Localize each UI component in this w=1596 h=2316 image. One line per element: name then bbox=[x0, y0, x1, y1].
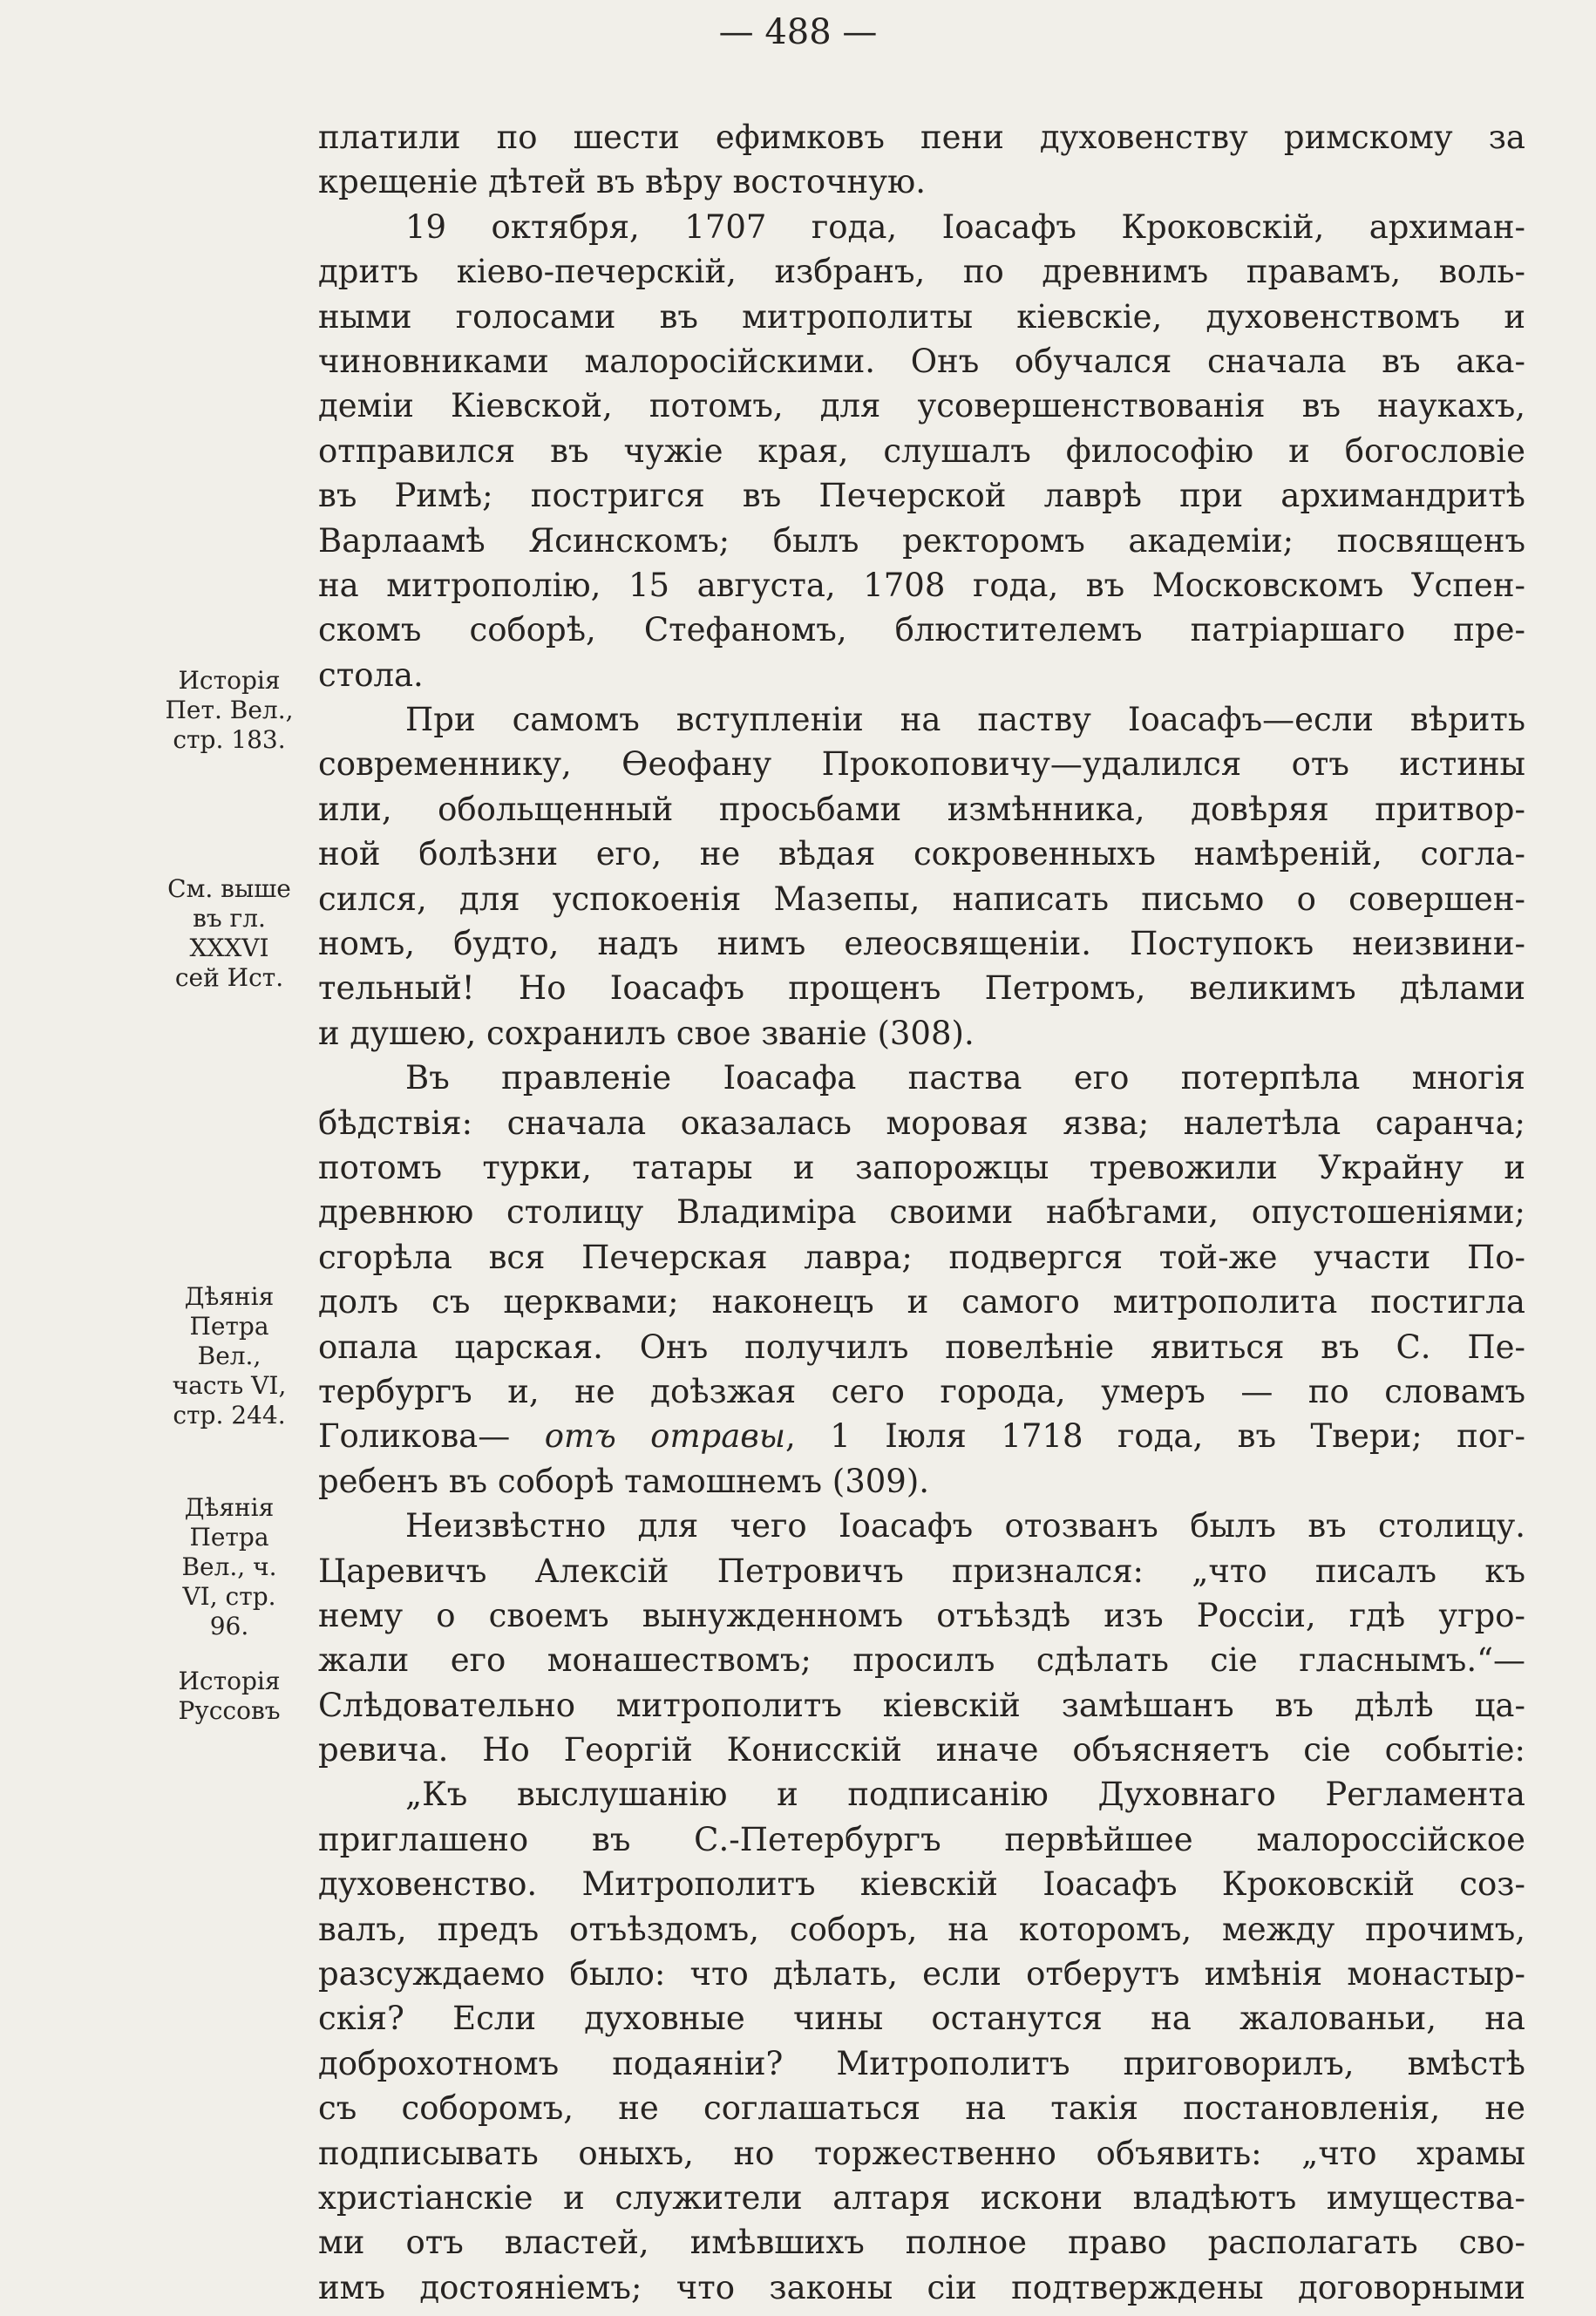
text-line: Голикова— отъ отравы, 1 Іюля 1718 года, въ Твери; пог- bbox=[318, 1417, 1525, 1456]
text-line: современнику, Ѳеофану Прокоповичу—удалился отъ истины bbox=[318, 745, 1525, 784]
text-line: При самомъ вступленіи на паству Іоасафъ—если вѣрить bbox=[405, 701, 1525, 739]
text-line: стола. bbox=[318, 655, 424, 694]
text-line: чиновниками малоросійскими. Онъ обучался сначала въ ака- bbox=[318, 342, 1525, 380]
text-line: долъ съ церквами; наконецъ и самого митрополита постигла bbox=[318, 1283, 1525, 1321]
text-line: ными голосами въ митрополиты кіевскіе, духовенствомъ и bbox=[318, 297, 1525, 336]
text-line: „Къ выслушанію и подписанію Духовнаго Регламента bbox=[405, 1776, 1525, 1814]
margin-note-line: стр. 244. bbox=[173, 1401, 286, 1430]
text-line: нему о своемъ вынужденномъ отъѣздѣ изъ Россіи, гдѣ угро- bbox=[318, 1596, 1525, 1634]
text-line: дритъ кіево-печерскій, избранъ, по древнимъ правамъ, воль- bbox=[318, 253, 1525, 291]
margin-note-line: Дѣянія bbox=[184, 1493, 275, 1522]
margin-note-line: 96. bbox=[209, 1612, 249, 1640]
text-line: разсуждаемо было: что дѣлать, если отберутъ имѣнія монастыр- bbox=[318, 1955, 1525, 1993]
text-line: Варлаамѣ Ясинскомъ; былъ ректоромъ академіи; посвященъ bbox=[318, 521, 1525, 560]
margin-note-line: Петра bbox=[189, 1523, 269, 1552]
text-line: ной болѣзни его, не вѣдая сокровенныхъ намѣреній, согла- bbox=[318, 835, 1525, 873]
text-line: приглашено въ С.-Петербургъ первѣйшее малороссійское bbox=[318, 1820, 1525, 1858]
margin-note-line: стр. 183. bbox=[173, 725, 286, 754]
margin-note-line: Петра bbox=[189, 1312, 269, 1341]
margin-note-line: XXXVI bbox=[189, 934, 269, 962]
text-line: Неизвѣстно для чего Іоасафъ отозванъ былъ въ столицу. bbox=[405, 1507, 1525, 1545]
text-line: опала царская. Онъ получилъ повелѣніе явиться въ С. Пе- bbox=[318, 1328, 1525, 1366]
margin-note-line: Исторія bbox=[178, 1667, 281, 1695]
text-line: 19 октября, 1707 года, Іоасафъ Кроковскій, архиман- bbox=[405, 207, 1525, 246]
text-line: крещеніе дѣтей въ вѣру восточную. bbox=[318, 163, 926, 201]
margin-note bbox=[146, 874, 312, 993]
text-line: Царевичъ Алексій Петровичъ признался: „что писалъ къ bbox=[318, 1552, 1525, 1590]
text-line: въ Римѣ; постригся въ Печерской лаврѣ при архимандритѣ bbox=[318, 477, 1525, 515]
text-line: Слѣдовательно митрополитъ кіевскій замѣшанъ въ дѣлѣ ца- bbox=[318, 1686, 1525, 1724]
margin-note-line: VI, стр. bbox=[182, 1582, 276, 1611]
margin-note-line: въ гл. bbox=[193, 904, 266, 933]
text-line: ребенъ въ соборѣ тамошнемъ (309). bbox=[318, 1462, 930, 1500]
page-number: — 488 — bbox=[718, 12, 878, 52]
text-line: доброхотномъ подаяніи? Митрополитъ приговорилъ, вмѣстѣ bbox=[318, 2044, 1525, 2082]
text-line: имъ достояніемъ; что законы сіи подтверждены договорными bbox=[318, 2268, 1525, 2306]
margin-note-line: часть VI, bbox=[172, 1371, 287, 1400]
text-line: или, обольщенный просьбами измѣнника, довѣряя притвор- bbox=[318, 790, 1525, 828]
text-line: скомъ соборѣ, Стефаномъ, блюстителемъ патріаршаго пре- bbox=[318, 611, 1525, 649]
text-line: сгорѣла вся Печерская лавра; подвергся той-же участи По- bbox=[318, 1238, 1525, 1276]
text-line: на митрополію, 15 августа, 1708 года, въ Московскомъ Успен- bbox=[318, 566, 1525, 604]
margin-note bbox=[146, 1282, 312, 1430]
italic-phrase: отъ отравы bbox=[544, 1417, 785, 1456]
text-line: деміи Кіевской, потомъ, для усовершенствованія въ наукахъ, bbox=[318, 387, 1525, 425]
text-line: подписывать оныхъ, но торжественно объявить: „что храмы bbox=[318, 2134, 1525, 2172]
margin-note bbox=[146, 1667, 312, 1726]
text-line: ревича. Но Георгій Конисскій иначе объясняетъ сіе событіе: bbox=[318, 1731, 1525, 1769]
margin-note-line: См. выше bbox=[167, 874, 291, 903]
margin-note-line: Исторія bbox=[178, 666, 281, 695]
margin-note bbox=[146, 1493, 312, 1641]
margin-note-line: Пет. Вел., bbox=[165, 696, 294, 724]
main-text bbox=[318, 115, 1525, 2310]
text-line: валъ, предъ отъѣздомъ, соборъ, на которомъ, между прочимъ, bbox=[318, 1910, 1525, 1948]
text-line: духовенство. Митрополитъ кіевскій Іоасафъ Кроковскій соз- bbox=[318, 1865, 1525, 1904]
text-line: сился, для успокоенія Мазепы, написать письмо о совершен- bbox=[318, 880, 1525, 918]
text-line: платили по шести ефимковъ пени духовенству римскому за bbox=[318, 119, 1525, 156]
margin-note bbox=[146, 666, 312, 755]
text-line: и душею, сохранилъ свое званіе (308). bbox=[318, 1014, 975, 1052]
text-line: Въ правленіе Іоасафа паства его потерпѣла многія bbox=[405, 1059, 1525, 1097]
margin-note-line: Дѣянія bbox=[184, 1282, 275, 1311]
text-line: древнюю столицу Владиміра своими набѣгами, опустошеніями; bbox=[318, 1193, 1525, 1232]
text-line: съ соборомъ, не соглашаться на такія постановленія, не bbox=[318, 2089, 1525, 2128]
text-line: жали его монашествомъ; просилъ сдѣлать сіе гласнымъ.“— bbox=[318, 1641, 1525, 1680]
text-line: номъ, будто, надъ нимъ елеосвященіи. Поступокъ неизвини- bbox=[318, 925, 1525, 963]
text-line: бѣдствія: сначала оказалась моровая язва; налетѣла саранча; bbox=[318, 1104, 1525, 1142]
text-line: потомъ турки, татары и запорожцы тревожили Украйну и bbox=[318, 1148, 1525, 1186]
text-line: ми отъ властей, имѣвшихъ полное право располагать сво- bbox=[318, 2224, 1525, 2262]
margin-note-line: Вел., bbox=[197, 1341, 261, 1370]
margin-note-line: Руссовъ bbox=[178, 1696, 281, 1725]
text-line: скія? Если духовные чины останутся на жалованьи, на bbox=[318, 2000, 1525, 2038]
text-line: тельный! Но Іоасафъ прощенъ Петромъ, великимъ дѣлами bbox=[318, 969, 1525, 1008]
text-line: христіанскіе и служители алтаря искони владѣютъ имущества- bbox=[318, 2178, 1525, 2217]
margin-note-line: сей Ист. bbox=[174, 963, 284, 992]
margin-note-line: Вел., ч. bbox=[181, 1552, 277, 1581]
text-line: тербургъ и, не доѣзжая сего города, умеръ — по словамъ bbox=[318, 1372, 1525, 1410]
text-line: отправился въ чужіе края, слушалъ философію и богословіе bbox=[318, 431, 1525, 470]
